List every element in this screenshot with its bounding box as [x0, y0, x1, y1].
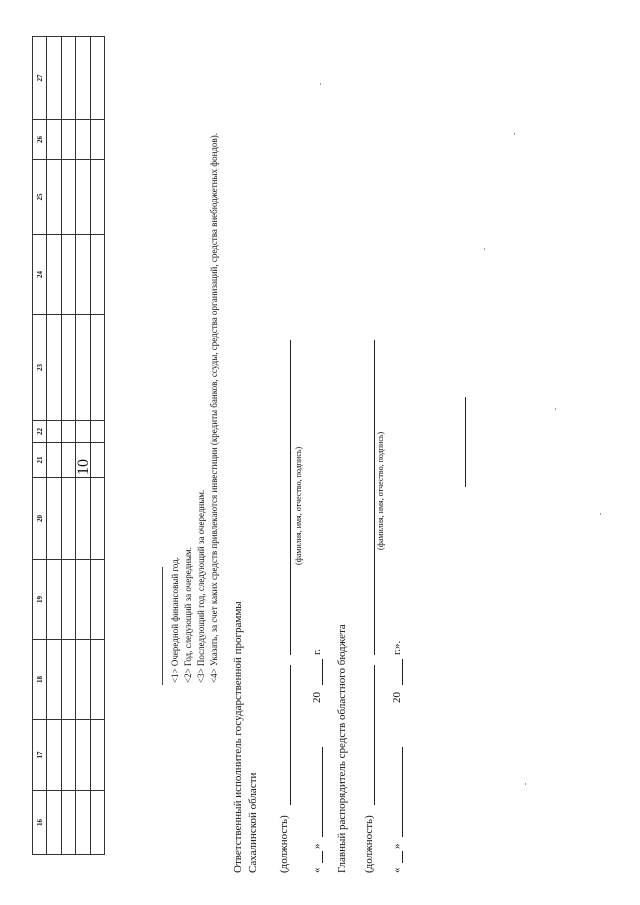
executor-day-line: [322, 851, 323, 863]
table-cell: [47, 640, 62, 720]
table-cell: [76, 37, 91, 120]
footnote-3: <3> Последующий год, следующий за очередным.: [196, 489, 206, 683]
table-cell: [90, 640, 105, 720]
table-cell: [90, 160, 105, 235]
table-cell: [90, 315, 105, 421]
manager-title: Главный распорядитель средств областного бюджета: [336, 624, 348, 873]
column-header: 16: [33, 791, 47, 855]
executor-date-open: «: [311, 867, 323, 873]
column-header: 25: [33, 160, 47, 235]
table-cell: [76, 421, 91, 443]
manager-fio-hint: (фамилия, имя, отчество, подпись): [376, 431, 385, 550]
table-cell: [76, 478, 91, 560]
table-cell: [47, 37, 62, 120]
end-separator-line: [465, 397, 466, 487]
executor-date-close: »: [311, 843, 323, 849]
table-cell: [61, 560, 76, 640]
table-cell: [47, 443, 62, 478]
table-cell: [61, 421, 76, 443]
column-header: 18: [33, 640, 47, 720]
table-cell: [90, 421, 105, 443]
scan-speck: [320, 83, 321, 85]
column-header: 20: [33, 478, 47, 560]
executor-year-suffix: г.: [311, 648, 323, 655]
footnote-2: <2> Год, следующий за очередным.: [183, 547, 193, 683]
manager-day-line: [402, 851, 403, 863]
table-header-row: [33, 37, 47, 855]
table-cell: [76, 640, 91, 720]
table-row: [61, 37, 76, 855]
scan-speck: [514, 133, 515, 135]
table-cell: [61, 315, 76, 421]
executor-year-prefix: 20: [311, 692, 323, 703]
investment-table: [32, 36, 105, 855]
manager-year-line: [402, 659, 403, 685]
executor-year-line: [322, 659, 323, 685]
column-header: 24: [33, 235, 47, 315]
table-cell: [61, 640, 76, 720]
column-header: 23: [33, 315, 47, 421]
table-cell: [90, 478, 105, 560]
table-cell: [61, 120, 76, 160]
manager-date-close: »: [391, 843, 403, 849]
table-cell: [61, 791, 76, 855]
table-cell: [76, 720, 91, 791]
column-header: 21: [33, 443, 47, 478]
column-header: 26: [33, 120, 47, 160]
manager-year-suffix: г.».: [391, 640, 403, 655]
table-cell: [90, 791, 105, 855]
executor-title-line1: Ответственный исполнитель государственной программы: [232, 601, 244, 873]
table-cell: [90, 120, 105, 160]
column-header: 19: [33, 560, 47, 640]
manager-month-line: [402, 747, 403, 837]
table-cell: [76, 160, 91, 235]
table-cell: [47, 120, 62, 160]
manager-year-prefix: 20: [391, 692, 403, 703]
table-row: [47, 37, 62, 855]
table-cell: [61, 720, 76, 791]
table-cell: [47, 421, 62, 443]
column-header: 17: [33, 720, 47, 791]
table-cell: [47, 235, 62, 315]
table-cell: [90, 37, 105, 120]
table-cell: [76, 791, 91, 855]
manager-fio-line: [374, 340, 375, 655]
table-cell: [76, 560, 91, 640]
table-cell: [76, 120, 91, 160]
table-cell: [47, 791, 62, 855]
table-cell: [47, 720, 62, 791]
table-row: [90, 37, 105, 855]
table-cell: [90, 235, 105, 315]
table-cell: [47, 315, 62, 421]
table-cell: [47, 560, 62, 640]
table-cell: [61, 478, 76, 560]
executor-title-line2: Сахалинской области: [247, 772, 259, 873]
column-header: 27: [33, 37, 47, 120]
executor-position-line: [290, 665, 291, 805]
page-number: 10: [75, 459, 92, 475]
table-cell: [90, 720, 105, 791]
table-cell: [61, 443, 76, 478]
scan-speck: [525, 783, 526, 785]
executor-position-label: (должность): [278, 815, 290, 873]
executor-fio-hint: (фамилия, имя, отчество, подпись): [294, 446, 303, 565]
footnote-separator: [162, 567, 163, 685]
footnote-1: <1> Очередной финансовый год.: [170, 557, 180, 683]
table-cell: [76, 235, 91, 315]
table-cell: [61, 235, 76, 315]
table-cell: [47, 478, 62, 560]
scan-speck: [555, 408, 556, 410]
table-body: [33, 37, 105, 855]
scan-speck: [484, 248, 485, 250]
column-header: 22: [33, 421, 47, 443]
scan-speck: [600, 513, 601, 515]
manager-date-open: «: [391, 867, 403, 873]
table-cell: [47, 160, 62, 235]
table-cell: [61, 37, 76, 120]
manager-position-line: [374, 665, 375, 805]
executor-fio-line: [290, 340, 291, 655]
table-row: [76, 37, 91, 855]
executor-month-line: [322, 747, 323, 837]
table-cell: [90, 560, 105, 640]
manager-position-label: (должность): [363, 815, 375, 873]
footnote-4: <4> Указать, за счет каких средств привлекаются инвестиции (кредиты банков, ссуды, средства организаций, средства внебюджетных фондов).: [209, 133, 219, 683]
table-cell: [61, 160, 76, 235]
table-cell: [76, 315, 91, 421]
